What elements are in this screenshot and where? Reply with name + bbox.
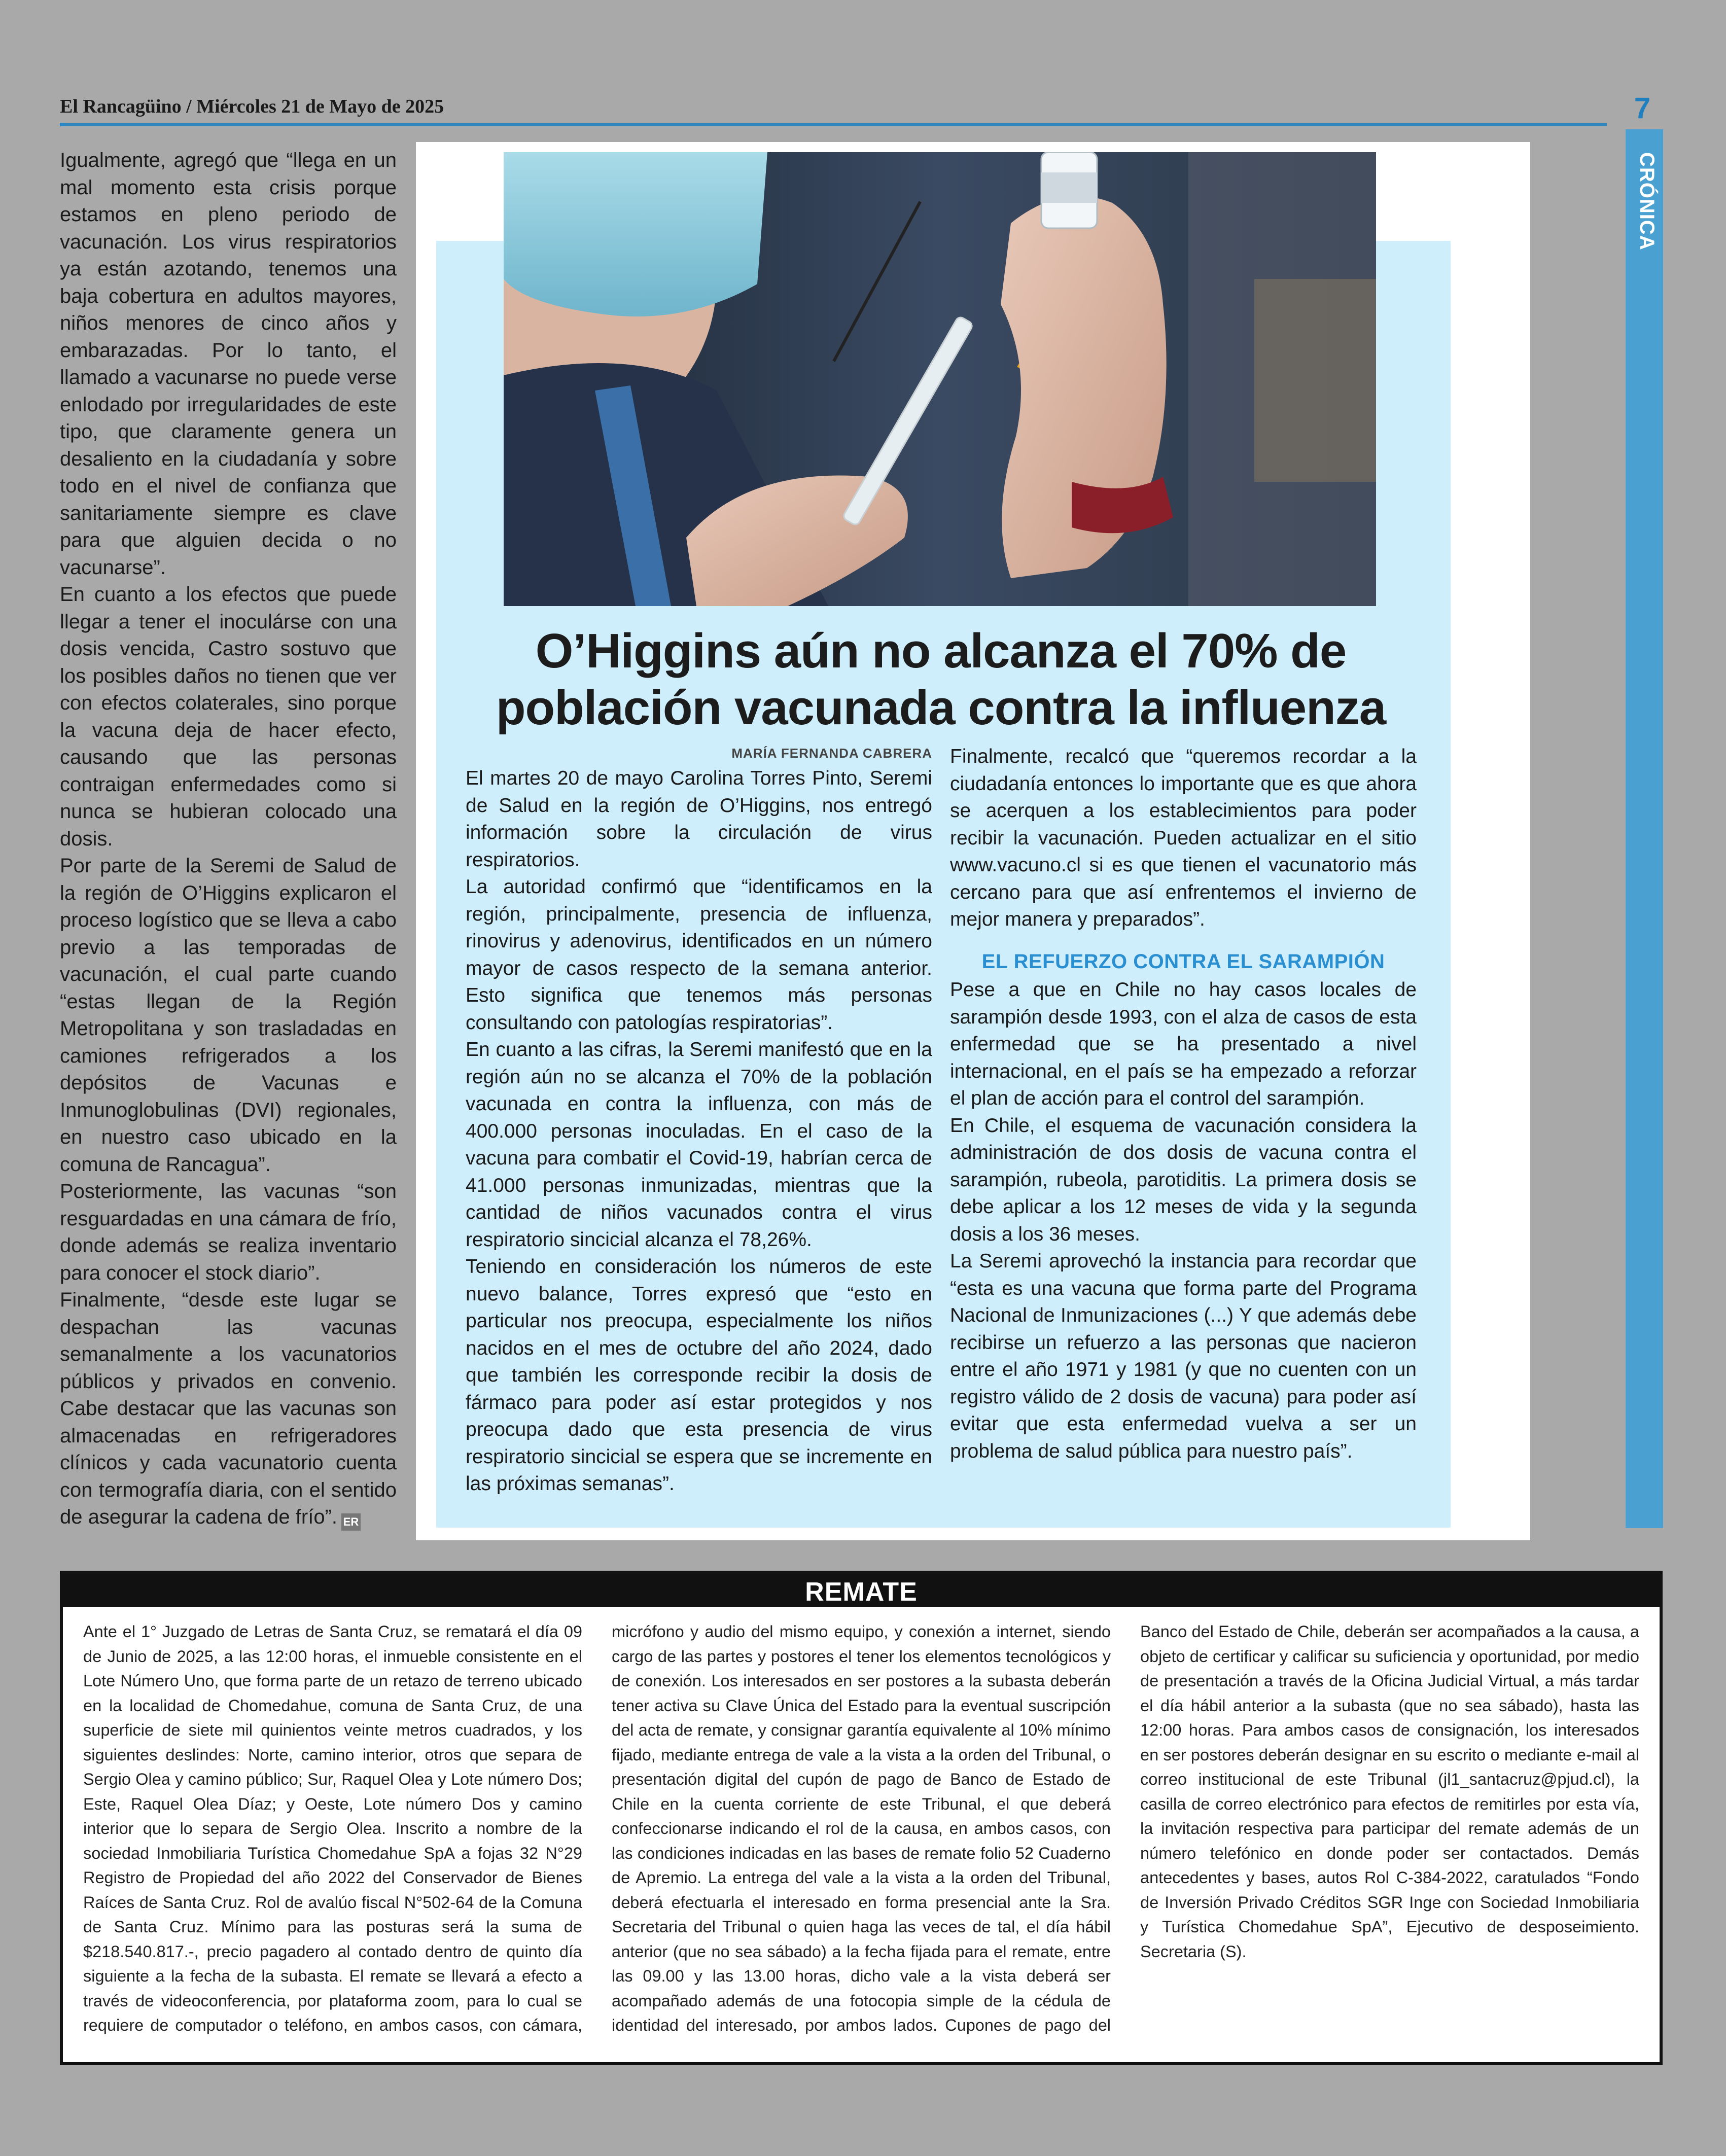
- vaccine-photo: [504, 152, 1376, 606]
- article-paragraph: En cuanto a las cifras, la Seremi manifestó que en la región aún no se alcanza el 70% de la población vacunada en contra la influenza, con más de 400.000 personas inoculadas. En el caso de la vacuna para combatir el Covid-19, habrían cerca de 41.000 personas inmunizadas, mientras que la cantidad de niños vacunados contra el virus respiratorio sincicial alcanza el 78,26%.: [466, 1039, 932, 1251]
- remate-title: REMATE: [805, 1577, 918, 1607]
- left-paragraph-5-text: Finalmente, “desde este lugar se despachan las vacunas semanalmente a los vacunatorios públicos y privados en convenio. Cabe destacar que las vacunas son almacenadas en refrigeradores clínicos y cada vacunatorio cuenta con termografía diaria, con el sentido de asegurar la cadena de frío”.: [60, 1289, 397, 1528]
- article-byline: MARÍA FERNANDA CABRERA: [731, 746, 932, 761]
- end-mark-icon: ER: [341, 1513, 361, 1531]
- article-paragraph: La autoridad confirmó que “identificamos en la región, principalmente, presencia de influenza, rinovirus y adenovirus, identificados en un número mayor de casos respecto de la semana anterior. Esto significa que tenemos más personas consultando con patologías respiratorias”.: [466, 876, 932, 1034]
- left-paragraph-2: En cuanto a los efectos que puede llegar a tener el inoculárse con una dosis vencida, Castro sostuvo que los posibles daños no tienen que ver con efectos colaterales, sino porque la vacuna deja de hacer efecto, causando que las personas contraigan enfermedades como si nunca se hubieran colocado una dosis.: [60, 583, 397, 850]
- header-rule: [60, 123, 1607, 126]
- article-paragraph: La Seremi aprovechó la instancia para recordar que “esta es una vacuna que forma parte del Programa Nacional de Inmunizaciones (...) Y que además debe recibirse un refuerzo a las personas que nacieron entre el año 1971 y 1981 (y que no cuenten con un registro válido de 2 dosis de vacuna) para poder así evitar que esta enfermedad vuelva a ser un problema de salud pública para nuestro país”.: [950, 1250, 1417, 1462]
- article-subhead: EL REFUERZO CONTRA EL SARAMPIÓN: [981, 950, 1385, 973]
- remate-title-bar: [63, 1574, 1660, 1607]
- article-column-2: [950, 743, 1417, 1504]
- left-paragraph-4: Posteriormente, las vacunas “son resguardadas en una cámara de frío, donde además se realiza inventario para conocer el stock diario”.: [60, 1180, 397, 1284]
- page-number: 7: [1634, 92, 1651, 125]
- page-header: [60, 91, 1607, 127]
- article-paragraph: El martes 20 de mayo Carolina Torres Pinto, Seremi de Salud en la región de O’Higgins, nos entregó información sobre la circulación de virus respiratorios.: [466, 767, 932, 871]
- left-column-article: [60, 147, 397, 1547]
- left-paragraph-3: Por parte de la Seremi de Salud de la región de O’Higgins explicaron el proceso logístico que se lleva a cabo previo a las temporadas de vacunación, el cual parte cuando “estas llegan de la Región Metropolitana y son trasladadas en camiones refrigerados a los depósitos de Vacunas e Inmunoglobulinas (DVI) regionales, en nuestro caso ubicado en la comuna de Rancagua”.: [60, 855, 397, 1176]
- article-headline: O’Higgins aún no alcanza el 70% de población vacunada contra la influenza: [496, 624, 1386, 735]
- section-label: CRÓNICA: [1636, 152, 1658, 251]
- vaccine-photo-illustration: [504, 152, 1376, 606]
- remate-body: [83, 1619, 1639, 2056]
- article-paragraph: En Chile, el esquema de vacunación considera la administración de dos dosis de vacuna contra el sarampión, rubeola, parotiditis. La primera dosis se debe aplicar a los 12 meses de vida y la segunda dosis a los 36 meses.: [950, 1114, 1417, 1245]
- article-paragraph: Pese a que en Chile no hay casos locales de sarampión desde 1993, con el alza de casos de esta enfermedad que se ha presentado a nivel internacional, en el país se ha empezado a reforzar el plan de acción para el control del sarampión.: [950, 979, 1417, 1109]
- remate-text: Ante el 1° Juzgado de Letras de Santa Cruz, se rematará el día 09 de Junio de 2025, a las 12:00 horas, el inmueble consistente en el Lote Número Uno, que forma parte de un retazo de terreno ubicado en la localidad de Chomedahue, comuna de Santa Cruz, de una superficie de siete mil quinientos veinte metros cuadrados, y los siguientes deslindes: Norte, camino interior, otros que separa de Sergio Olea y camino público; Sur, Raquel Olea y Lote número Dos; Este, Raquel Olea Díaz; y Oeste, Lote número Dos y camino interior que lo separa de Sergio Olea. Inscrito a nombre de la sociedad Inmobiliaria Turística Chomedahue SpA a fojas 32 N°29 Registro de Propiedad del año 2022 del Conservador de Bienes Raíces de Santa Cruz. Rol de avalúo fiscal N°502-64 de la Comuna de Santa Cruz. Mínimo para las posturas será la suma de $218.540.817.-, precio pagadero al contado dentro de quinto día siguiente a la fecha de la subasta. El remate se llevará a efecto a través de videoconferencia, por plataforma zoom, para lo cual se requiere de computador o teléfono, en ambos casos, con cámara, micrófono y audio del mismo equipo, y conexión a internet, siendo cargo de las partes y postores el tener los elementos tecnológicos y de conexión. Los interesados en ser postores a la subasta deberán tener activa su Clave Única del Estado para la eventual suscripción del acta de remate, y consignar garantía equivalente al 10% mínimo fijado, mediante entrega de vale a la vista a la orden del Tribunal, o presentación digital del cupón de pago de Banco de Estado de Chile en la cuenta corriente de este Tribunal, el que deberá confeccionarse indicando el rol de la causa, en ambos casos, con las condiciones indicadas en las bases de remate folio 52 Cuaderno de Apremio. La entrega del vale a la vista a la orden del Tribunal, deberá efectuarla el interesado en forma presencial ante la Sra. Secretaria del Tribunal o quien haga las veces de tal, el día hábil anterior (que no sea sábado) a la fecha fijada para el remate, entre las 09.00 y las 13.00 horas, dicho vale a la vista deberá ser acompañado además de una fotocopia simple de la cédula de identidad del interesado, por ambos lados. Cupones de pago del Banco del Estado de Chile, deberán ser acompañados a la causa, a objeto de certificar y calificar su suficiencia y oportunidad, por medio de presentación a través de la Oficina Judicial Virtual, a más tardar el día hábil anterior a la subasta (que no sea sábado), hasta las 12:00 horas. Para ambos casos de consignación, los interesados en ser postores deberán designar en su escrito o mediante e-mail al correo institucional de este Tribunal (jl1_santacruz@pjud.cl), la casilla de correo electrónico para efectos de remitirles por esta vía, la invitación respectiva para participar del remate además de un número telefónico en donde poder ser contactados. Demás antecedentes y bases, autos Rol C-384-2022, caratulados “Fondo de Inversión Privado Créditos SGR Inge con Sociedad Inmobiliaria y Turística Chomedahue SpA”, Ejecutivo de desposeimiento. Secretaria (S).: [83, 1622, 1639, 2034]
- remate-notice: [60, 1571, 1663, 2065]
- header-separator: /: [186, 96, 192, 117]
- publication-date: Miércoles 21 de Mayo de 2025: [196, 96, 444, 117]
- article-column-1: [466, 765, 932, 1500]
- left-paragraph-5: [60, 1287, 397, 1531]
- article-paragraph: Teniendo en consideración los números de este nuevo balance, Torres expresó que “esto en particular nos preocupa, especialmente los niños nacidos en el mes de octubre del año 2024, dado que también les corresponde recibir la dosis de fármaco para poder así estar protegidos y nos preocupa dado que esta presencia de virus respiratorio sincicial se espera que se incremente en las próximas semanas”.: [466, 1256, 932, 1495]
- left-paragraph-1: Igualmente, agregó que “llega en un mal momento esta crisis porque estamos en pleno periodo de vacunación. Los virus respiratorios ya están azotando, tenemos una baja cobertura en adultos mayores, niños menores de cinco años y embarazadas. Por lo tanto, el llamado a vacunarse no puede verse enlodado por irregularidades de este tipo, que claramente genera un desaliento en la ciudadanía y sobre todo en el nivel de confianza que sanitariamente siempre es clave para que alguien decida o no vacunarse”.: [60, 149, 397, 579]
- publication-name: El Rancagüino: [60, 96, 182, 117]
- article-paragraph: Finalmente, recalcó que “queremos recordar a la ciudadanía entonces lo importante que es que ahora se acerquen a los establecimientos para poder recibir la vacunación. Pueden actualizar en el sitio www.vacuno.cl si es que tienen el vacunatorio más cercano para que así enfrentemos el invierno de mejor manera y preparados”.: [950, 746, 1417, 930]
- header-text: [60, 95, 444, 118]
- section-strip: [1626, 129, 1663, 1528]
